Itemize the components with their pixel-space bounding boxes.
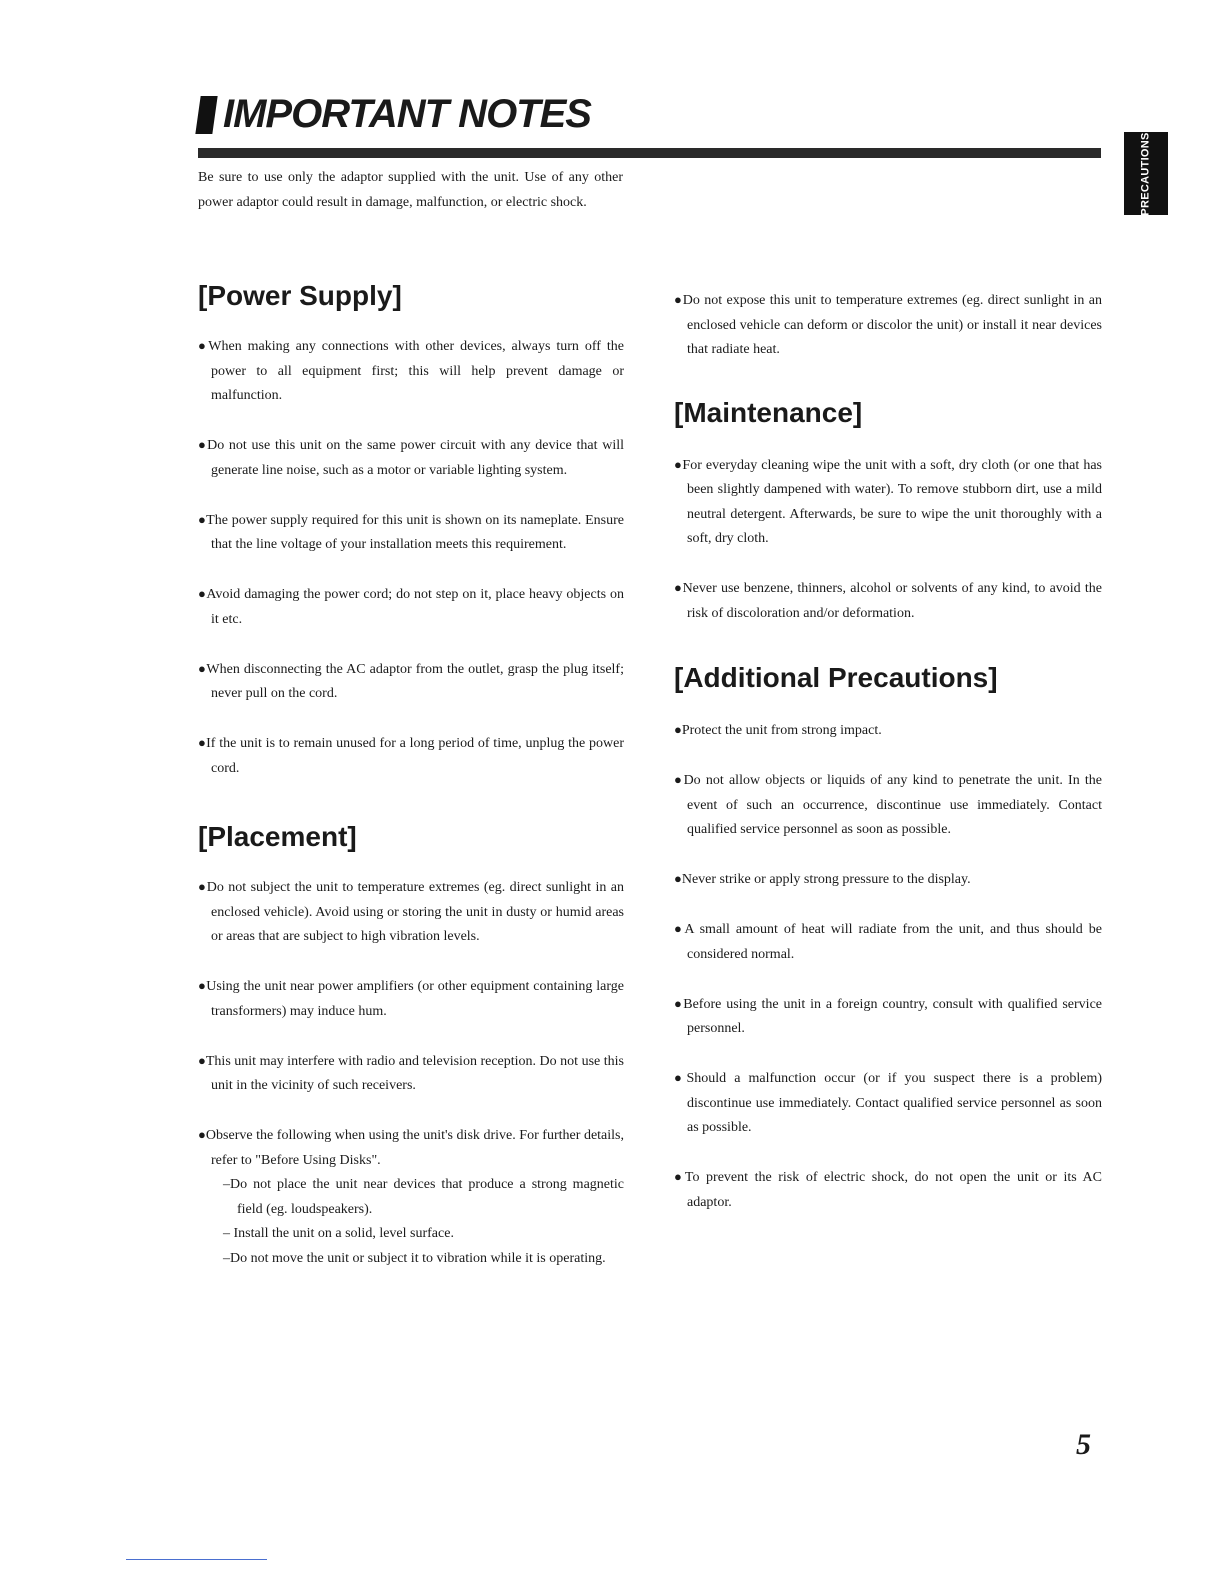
bullet-icon: ●	[198, 437, 208, 452]
bullet-icon: ●	[674, 1070, 687, 1085]
page-title	[198, 92, 591, 137]
bullet-icon: ●	[674, 292, 683, 307]
list-item: ●Never use benzene, thinners, alcohol or solvents of any kind, to avoid the risk of discoloration and/or deformation.	[674, 580, 1102, 621]
maintenance-heading: [Maintenance]	[674, 396, 863, 428]
placement-continued-list	[674, 288, 1102, 363]
list-item: ●For everyday cleaning wipe the unit with a soft, dry cloth (or one that has been slightly dampened with water). To remove stubborn dirt, use a mild neutral detergent. Afterwards, be sure to wipe the unit thoroughly with a soft, dry cloth.	[674, 456, 1102, 546]
sub-list-item: – Install the unit on a solid, level surface.	[223, 1226, 454, 1241]
additional-precautions-section	[674, 658, 1102, 1215]
bullet-icon: ●	[674, 1169, 685, 1184]
sub-list-item: –Do not move the unit or subject it to vibration while it is operating.	[223, 1250, 606, 1266]
bullet-icon: ●	[674, 921, 685, 936]
page-number: 5	[1076, 1428, 1091, 1461]
power-supply-heading: [Power Supply]	[198, 280, 402, 311]
list-item: ●Using the unit near power amplifiers (or other equipment containing large transformers) may induce hum.	[198, 978, 624, 1019]
bullet-icon: ●	[198, 511, 207, 527]
bullet-icon: ●	[674, 871, 682, 886]
list-item: ●If the unit is to remain unused for a long period of time, unplug the power cord.	[198, 735, 624, 776]
placement-heading: [Placement]	[198, 821, 357, 852]
additional-precautions-heading: [Additional Precautions]	[674, 662, 998, 693]
list-item: ●To prevent the risk of electric shock, do not open the unit or its AC adaptor.	[674, 1169, 1102, 1210]
maintenance-list	[674, 453, 1102, 627]
bullet-icon: ●	[198, 735, 207, 750]
list-item: ●Do not subject the unit to temperature extremes (eg. direct sunlight in an enclosed vehicle). Avoid using or storing the unit in dusty or humid areas or areas that are subject to high vibration levels.	[198, 879, 624, 944]
list-item: ●Never strike or apply strong pressure to the display.	[674, 871, 971, 887]
bullet-icon: ●	[674, 722, 682, 737]
list-item: ●Do not allow objects or liquids of any kind to penetrate the unit. In the event of such an occurrence, discontinue use immediately. Contact qualified service personnel as soon as possible.	[674, 772, 1103, 837]
bullet-icon: ●	[198, 660, 207, 676]
power-supply-list	[198, 334, 624, 781]
list-item: ●When disconnecting the AC adaptor from the outlet, grasp the plug itself; never pull on the cord.	[198, 660, 624, 701]
intro-text: Be sure to use only the adaptor supplied with the unit. Use of any other power adaptor could result in damage, malfunction, or electric shock.	[198, 170, 623, 210]
placement-list	[198, 875, 624, 1271]
bullet-icon: ●	[674, 772, 684, 787]
section-tab-label: PRECAUTIONS	[1140, 131, 1152, 216]
bullet-icon: ●	[674, 456, 683, 472]
right-column	[674, 288, 1102, 1215]
list-item: ●Protect the unit from strong impact.	[674, 722, 882, 738]
bullet-icon: ●	[198, 1127, 206, 1142]
additional-precautions-list	[674, 718, 1102, 1215]
title-square-icon	[195, 96, 217, 134]
bullet-icon: ●	[198, 1052, 206, 1068]
sub-list-item: –Do not place the unit near devices that produce a strong magnetic field (eg. loudspeakers).	[223, 1177, 624, 1217]
list-item: ●Observe the following when using the unit's disk drive. For further details, refer to "Before Using Disks". –Do not place the unit near devices that produce a strong magnetic field (eg. loudspeakers). – Install the unit on a solid, level surface. –Do not move the unit or subject it to vibration while it is operating.	[198, 1123, 624, 1271]
section-tab	[1124, 132, 1168, 215]
maintenance-section	[674, 393, 1102, 627]
bullet-icon: ●	[674, 995, 684, 1011]
list-item: ●Do not expose this unit to temperature extremes (eg. direct sunlight in an enclosed vehicle can deform or discolor the unit) or install it near devices that radiate heat.	[674, 292, 1102, 357]
list-item: ●This unit may interfere with radio and television reception. Do not use this unit in the vicinity of such receivers.	[198, 1052, 624, 1093]
list-item: ●Should a malfunction occur (or if you suspect there is a problem) discontinue use immediately. Contact qualified service personnel as soon as possible.	[674, 1070, 1102, 1135]
placement-section	[198, 817, 624, 1271]
left-column	[198, 276, 624, 1271]
page-title-text: IMPORTANT NOTES	[223, 92, 591, 136]
list-item: ●A small amount of heat will radiate from the unit, and thus should be considered normal.	[674, 921, 1102, 962]
list-item: ●Before using the unit in a foreign country, consult with qualified service personnel.	[674, 995, 1102, 1036]
list-item: ●The power supply required for this unit is shown on its nameplate. Ensure that the line voltage of your installation meets this requirement.	[198, 511, 624, 552]
bullet-icon: ●	[198, 879, 207, 894]
disk-drive-sublist	[211, 1173, 624, 1271]
bullet-icon: ●	[198, 586, 207, 601]
power-supply-section	[198, 276, 624, 781]
bullet-icon: ●	[198, 978, 207, 993]
list-item: ●Avoid damaging the power cord; do not step on it, place heavy objects on it etc.	[198, 586, 625, 627]
bullet-icon: ●	[674, 580, 683, 595]
list-item: ●Do not use this unit on the same power circuit with any device that will generate line noise, such as a motor or variable lighting system.	[198, 437, 624, 478]
title-rule	[198, 148, 1101, 158]
footer-blue-line	[126, 1559, 267, 1560]
list-item: ●When making any connections with other devices, always turn off the power to all equipment first; this will help prevent damage or malfunction.	[198, 338, 624, 403]
bullet-icon: ●	[198, 338, 209, 353]
